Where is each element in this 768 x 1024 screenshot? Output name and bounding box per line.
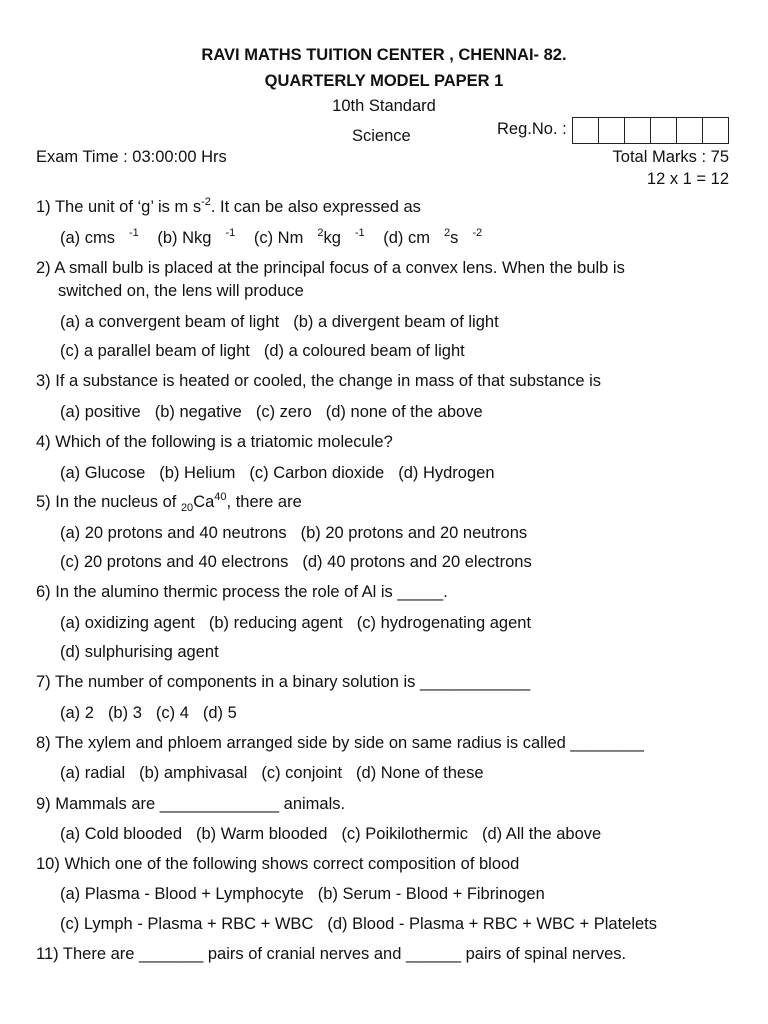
question-10-options-cd — [60, 915, 671, 934]
question-8: 8) The xylem and phloem arranged side by side on same radius is called ________ — [36, 734, 644, 752]
option-d: (d) none of the above — [325, 403, 483, 421]
reg-box[interactable] — [702, 117, 729, 144]
option-c: (c) 4 — [155, 704, 189, 722]
question-7: 7) The number of components in a binary solution is ____________ — [36, 673, 531, 691]
option-d: (d) cm $^2$s $^{-2}$ — [383, 227, 483, 247]
option-b: (b) reducing agent — [208, 614, 343, 632]
option-d: (d) 40 protons and 20 electrons — [302, 553, 532, 571]
option-d: (d) All the above — [481, 825, 602, 843]
option-d: (d) Hydrogen — [398, 464, 495, 482]
question-2-options-cd — [60, 342, 479, 361]
reg-box[interactable] — [650, 117, 677, 144]
option-d: (d) Blood - Plasma + RBC + WBC + Platelets — [327, 915, 658, 933]
question-3: 3) If a substance is heated or cooled, the change in mass of that substance is — [36, 372, 602, 390]
section-marks: 12 x 1 = 12 — [646, 170, 729, 188]
question-4: 4) Which of the following is a triatomic molecule? — [36, 433, 393, 451]
option-a: (a) a convergent beam of light — [60, 313, 280, 331]
question-4-options — [60, 464, 509, 483]
option-c: (c) 20 protons and 40 electrons — [60, 553, 289, 571]
option-d: (d) 5 — [202, 704, 237, 722]
exam-time: Exam Time : 03:00:00 Hrs — [36, 148, 227, 166]
option-a: (a) 2 — [60, 704, 94, 722]
reg-box[interactable] — [572, 117, 599, 144]
option-a: (a) Cold blooded — [60, 825, 182, 843]
standard-label: 10th Standard — [332, 97, 436, 115]
reg-no-label: Reg.No. : — [497, 120, 567, 138]
question-9: 9) Mammals are _____________ animals. — [36, 795, 346, 813]
question-6-option-d: (d) sulphurising agent — [60, 643, 219, 661]
option-c: (c) Lymph - Plasma + RBC + WBC — [60, 915, 314, 933]
question-9-options — [60, 825, 615, 844]
reg-box[interactable] — [598, 117, 625, 144]
question-2-options-ab — [60, 313, 513, 332]
option-b: (b) Nkg $^{-1}$ — [157, 227, 236, 247]
question-1-options — [60, 229, 496, 248]
option-c: (c) Carbon dioxide — [249, 464, 385, 482]
option-a: (a) 20 protons and 40 neutrons — [60, 524, 287, 542]
option-c: (c) Nm $^2$kg $^{-1}$ — [253, 227, 365, 247]
option-c: (c) Poikilothermic — [341, 825, 468, 843]
question-5: 5) In the nucleus of $_{20}Ca^{40}$, there are — [36, 491, 302, 514]
option-a: (a) Glucose — [60, 464, 146, 482]
option-c: (c) zero — [255, 403, 312, 421]
option-b: (b) 3 — [107, 704, 142, 722]
question-5-options-cd — [60, 553, 546, 572]
option-a: (a) cms $^{-1}$ — [60, 227, 139, 247]
option-b: (b) 20 protons and 20 neutrons — [300, 524, 528, 542]
option-b: (b) Helium — [159, 464, 236, 482]
question-6-options-abc — [60, 614, 545, 633]
reg-box[interactable] — [676, 117, 703, 144]
option-c: (c) a parallel beam of light — [60, 342, 250, 360]
option-c: (c) conjoint — [261, 764, 343, 782]
question-10-options-ab — [60, 885, 559, 904]
question-5-options-ab — [60, 524, 541, 543]
question-1: 1) The unit of ‘g’ is m $s^{-2}$. It can be also expressed as — [36, 196, 421, 216]
option-c: (c) hydrogenating agent — [356, 614, 532, 632]
subject-label: Science — [352, 127, 411, 145]
institute-title: RAVI MATHS TUITION CENTER , CHENNAI- 82. — [201, 46, 567, 64]
question-11: 11) There are _______ pairs of cranial nerves and ______ pairs of spinal nerves. — [36, 945, 627, 963]
reg-box[interactable] — [624, 117, 651, 144]
paper-title: QUARTERLY MODEL PAPER 1 — [264, 72, 504, 90]
option-b: (b) a divergent beam of light — [293, 313, 499, 331]
option-a: (a) Plasma - Blood + Lymphocyte — [60, 885, 304, 903]
question-2-line2: switched on, the lens will produce — [58, 282, 304, 300]
question-3-options — [60, 403, 497, 422]
option-b: (b) amphivasal — [139, 764, 248, 782]
question-8-options — [60, 764, 498, 783]
question-10: 10) Which one of the following shows correct composition of blood — [36, 855, 520, 873]
option-a: (a) positive — [60, 403, 141, 421]
option-b: (b) Warm blooded — [196, 825, 328, 843]
question-2: 2) A small bulb is placed at the principal focus of a convex lens. When the bulb is — [36, 259, 625, 277]
total-marks: Total Marks : 75 — [612, 148, 729, 166]
question-6: 6) In the alumino thermic process the role of Al is _____. — [36, 583, 448, 601]
reg-no-boxes[interactable] — [573, 117, 729, 144]
question-7-options — [60, 704, 251, 723]
option-a: (a) radial — [60, 764, 126, 782]
option-b: (b) Serum - Blood + Fibrinogen — [317, 885, 545, 903]
option-d: (d) None of these — [356, 764, 484, 782]
option-d: (d) a coloured beam of light — [263, 342, 465, 360]
option-b: (b) negative — [154, 403, 242, 421]
option-a: (a) oxidizing agent — [60, 614, 195, 632]
